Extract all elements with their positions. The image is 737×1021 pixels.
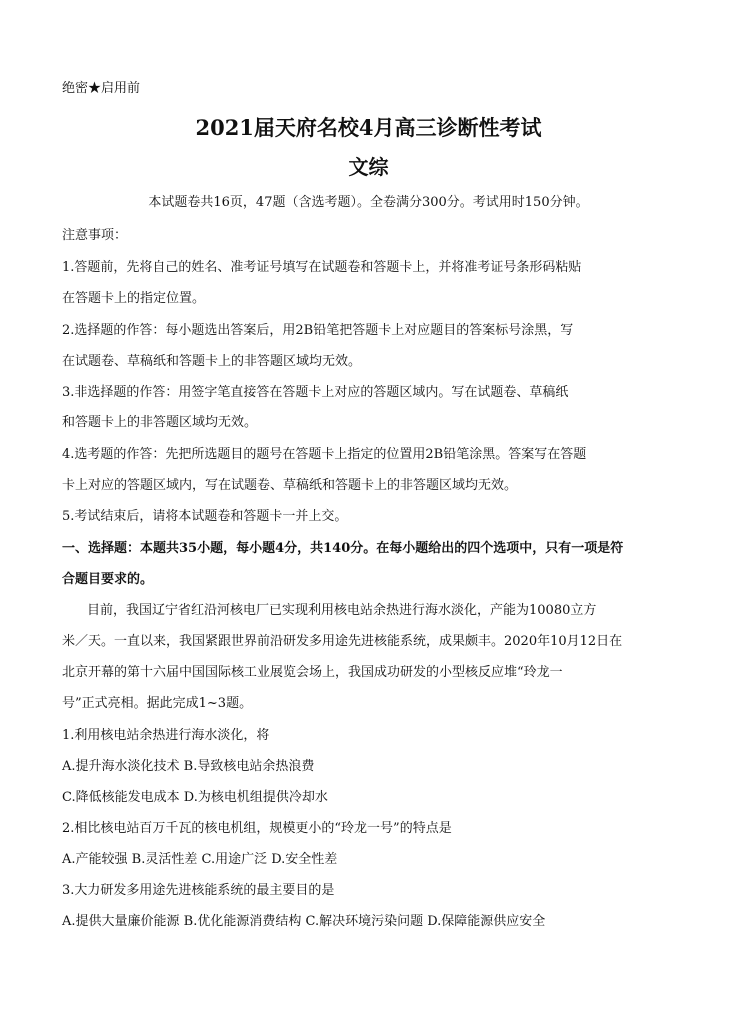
notes-line: 和答题卡上的非答题区域均无效。 [62,415,258,430]
notes-line: 2.选择题的作答：每小题选出答案后，用2B铅笔把答题卡上对应题目的答案标号涂黑，写 [62,323,574,338]
section-heading: 合题目要求的。 [62,572,154,587]
passage-line: 北京开幕的第十六届中国国际核工业展览会场上，我国成功研发的小型核反应堆“玲龙一 [62,665,563,680]
question-3-options: A.提供大量廉价能源 B.优化能源消费结构 C.解决环境污染问题 D.保障能源供应安全 [62,914,546,929]
notes-line: 3.非选择题的作答：用签字笔直接答在答题卡上对应的答题区域内。写在试题卷、草稿纸 [62,385,569,400]
section-heading: 一、选择题：本题共35小题，每小题4分，共140分。在每小题给出的四个选项中，只有一项是符 [62,541,624,556]
exam-title: 2021届天府名校4月高三诊断性考试 [195,115,542,140]
notes-line: 1.答题前，先将自己的姓名、准考证号填写在试题卷和答题卡上，并将准考证号条形码粘贴 [62,260,582,275]
question-1: 1.利用核电站余热进行海水淡化，将 [62,728,270,743]
exam-info: 本试题卷共16页，47题（含选考题）。全卷满分300分。考试用时150分钟。 [148,195,589,210]
passage-line: 目前，我国辽宁省红沿河核电厂已实现利用核电站余热进行海水淡化，产能为10080立方 [87,603,597,618]
passage-line: 米／天。一直以来，我国紧跟世界前沿研发多用途先进核能系统，成果颇丰。2020年10月12日在 [62,634,623,649]
passage-line: 号”正式亮相。据此完成1~3题。 [62,696,253,711]
exam-subject: 文综 [348,155,389,179]
notes-line: 4.选考题的作答：先把所选题目的题号在答题卡上指定的位置用2B铅笔涂黑。答案写在答题 [62,447,587,462]
question-1-options: C.降低核能发电成本 D.为核电机组提供冷却水 [62,790,328,805]
notes-line: 在答题卡上的指定位置。 [62,291,206,306]
notes-heading: 注意事项： [62,228,128,243]
notes-line: 5.考试结束后，请将本试题卷和答题卡一并上交。 [62,509,348,524]
confidential-mark: 绝密★启用前 [62,81,141,96]
notes-line: 卡上对应的答题区域内，写在试题卷、草稿纸和答题卡上的非答题区域均无效。 [62,478,518,493]
question-3: 3.大力研发多用途先进核能系统的最主要目的是 [62,883,335,898]
question-2-options: A.产能较强 B.灵活性差 C.用途广泛 D.安全性差 [62,852,338,867]
question-1-options: A.提升海水淡化技术 B.导致核电站余热浪费 [62,759,315,774]
notes-line: 在试题卷、草稿纸和答题卡上的非答题区域均无效。 [62,354,362,369]
question-2: 2.相比核电站百万千瓦的核电机组，规模更小的“玲龙一号”的特点是 [62,821,452,836]
